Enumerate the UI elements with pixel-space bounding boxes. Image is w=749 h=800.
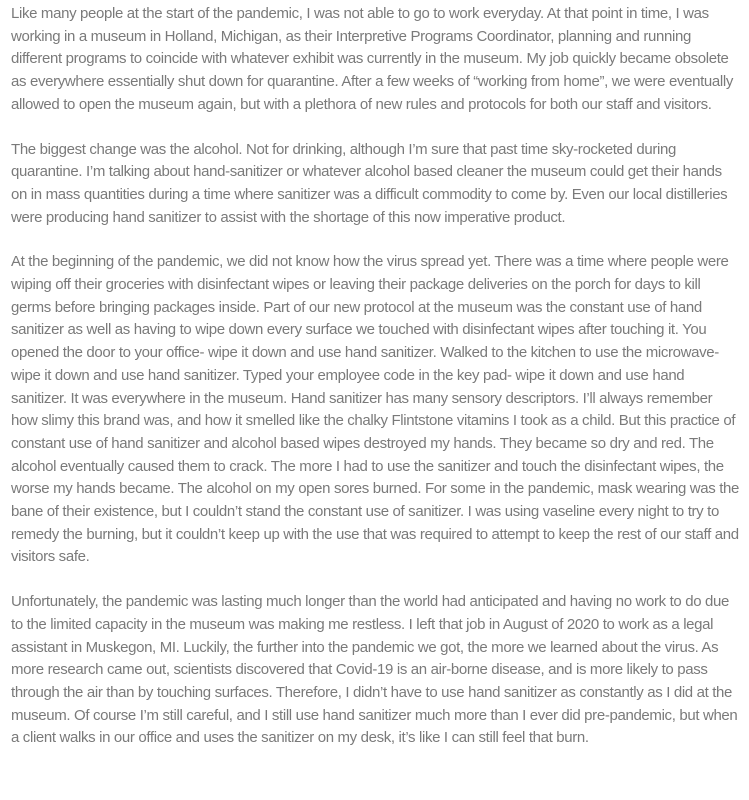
paragraph-museum-protocol: At the beginning of the pandemic, we did not know how the virus spread yet. There was a time where people were wiping off their groceries with disinfectant wipes or leaving their package deliveries on the porch for days to kill germs before bringing packages inside. Part of our new protocol at the museum was the constant use of hand sanitizer as well as having to wipe down every surface we touched with disinfectant wipes after touching it. You opened the door to your office- wipe it down and use hand sanitizer. Walked to the kitchen to use the microwave- wipe it down and use hand sanitizer. Typed your employee code in the key pad- wipe it down and use hand sanitizer. It was everywhere in the museum. Hand sanitizer has many sensory descriptors. I’ll always remember how slimy this brand was, and how it smelled like the chalky Flintstone vitamins I took as a child. But this practice of constant use of hand sanitizer and alcohol based wipes destroyed my hands. They became so dry and red. The alcohol eventually caused them to crack. The more I had to use the sanitizer and touch the disinfectant wipes, the worse my hands became. The alcohol on my open sores burned. For some in the pandemic, mask wearing was the bane of their existence, but I couldn’t stand the constant use of sanitizer. I was using vaseline every night to try to remedy the burning, but it couldn’t keep up with the use that was required to attempt to keep the rest of our staff and visitors safe. (11, 253, 740, 566)
paragraph-biggest-change: The biggest change was the alcohol. Not for drinking, although I’m sure that past time sky-rocketed during quarantine. I’m talking about hand-sanitizer or whatever alcohol based cleaner the museum could get their hands on in mass quantities during a time where sanitizer was a difficult commodity to come by. Even our local distilleries were producing hand sanitizer to assist with the shortage of this now imperative product. (11, 140, 728, 226)
paragraph-new-job: Unfortunately, the pandemic was lasting much longer than the world had anticipated and having no work to do due to the limited capacity in the museum was making me restless. I left that job in August of 2020 to work as a legal assistant in Muskegon, MI. Luckily, the further into the pandemic we got, the more we learned about the virus. As more research came out, scientists discovered that Covid-19 is an air-borne disease, and is more likely to pass through the air than by touching surfaces. Therefore, I didn’t have to use hand sanitizer as constantly as I did at the museum. Of course I’m still careful, and I still use hand sanitizer much more than I ever did pre-pandemic, but when a client walks in our office and uses the sanitizer on my desk, it’s like I can still feel that burn. (11, 593, 738, 747)
paragraph-pandemic-start: Like many people at the start of the pandemic, I was not able to go to work everyday. At that point in time, I was working in a museum in Holland, Michigan, as their Interpretive Programs Coordinator, planning and running different programs to coincide with whatever exhibit was currently in the museum. My job quickly became obsolete as everywhere essentially shut down for quarantine. After a few weeks of “working from home”, we were eventually allowed to open the museum again, but with a plethora of new rules and protocols for both our staff and visitors. (11, 5, 733, 113)
